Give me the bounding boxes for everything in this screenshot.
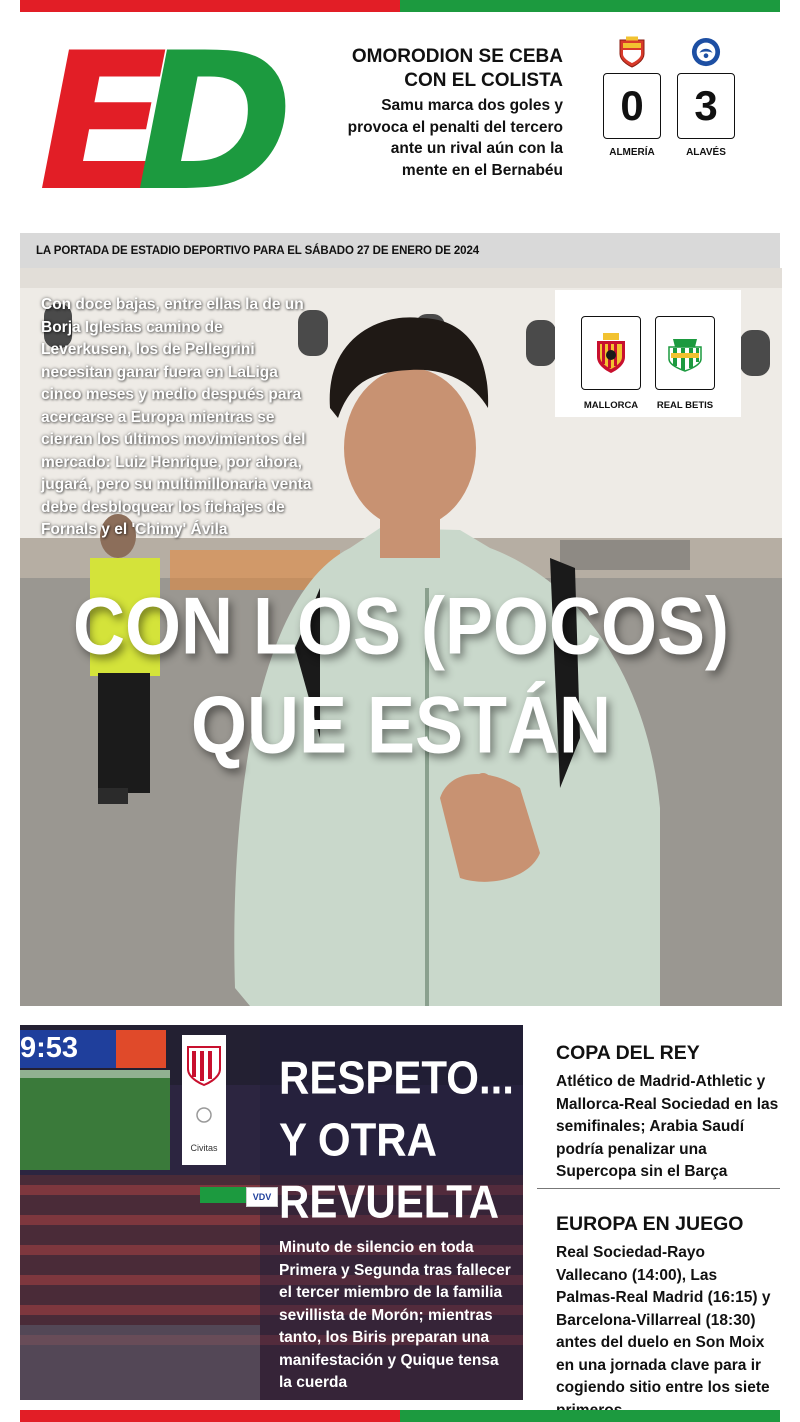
- match-card-away: [655, 316, 715, 411]
- home-score: 0: [603, 73, 661, 139]
- secondary-title-line1: RESPETO...: [279, 1051, 514, 1104]
- stadium-scoreboard-red-panel: [116, 1030, 166, 1068]
- top-bar-red: [20, 0, 400, 12]
- almeria-crest-icon: [617, 35, 647, 69]
- top-story-headline-line1: OMORODION SE CEBA: [351, 46, 563, 67]
- hero-intro-text: Con doce bajas, entre ellas la de un Borja Iglesias camino de Leverkusen, los de Pellegrini necesitan ganar fuera en LaLiga cinco meses y medio después para acercarse a Europa mientras se cierran los últimos movimientos del mercado: Luiz Henrique, por ahora, jugará, pero su multimillonaria venta debe desbloquear los fichajes de Fornals y el 'Chimy' Ávila: [41, 296, 312, 538]
- match-card-home: [581, 316, 641, 411]
- real-betis-crest-icon: [655, 316, 715, 390]
- sidebar-story-copa[interactable]: [556, 1041, 780, 1184]
- date-strip-text: LA PORTADA DE ESTADIO DEPORTIVO PARA EL SÁBADO 27 DE ENERO DE 2024: [36, 245, 480, 257]
- hero-photo[interactable]: [20, 268, 782, 1006]
- secondary-title-line3: REVUELTA: [279, 1175, 500, 1228]
- top-story-headline-line2: CON EL COLISTA: [404, 70, 563, 91]
- civitas-label: Civitas: [190, 1143, 218, 1153]
- match-card-away-name: REAL BETIS: [656, 400, 714, 411]
- top-story[interactable]: [345, 45, 563, 181]
- top-color-bar: [20, 0, 780, 12]
- secondary-text: Minuto de silencio en toda Primera y Segunda tras fallecer el tercer miembro de la familia sevillista de Morón; mientras tanto, los Biris preparan una manifestación y Quique tensa la cuerda: [279, 1239, 511, 1391]
- top-story-subhead: Samu marca dos goles y provoca el penalti del tercero ante un rival aún con la mente en el Bernabéu: [347, 97, 563, 179]
- sidebar-story-title: COPA DEL REY: [556, 1042, 700, 1064]
- scoreboard-away: [676, 35, 736, 158]
- scoreboard-home: [602, 35, 662, 158]
- vdv-banner: VDV: [246, 1187, 278, 1207]
- ed-logo: [38, 12, 284, 233]
- secondary-title-line2: Y OTRA: [279, 1113, 437, 1166]
- logo-letter-d: D: [136, 12, 284, 233]
- bottom-bar-green: [400, 1410, 780, 1422]
- match-card-home-name: MALLORCA: [583, 400, 639, 411]
- sevilla-banner: [182, 1035, 226, 1165]
- alaves-crest-icon: [691, 35, 721, 69]
- sevilla-crest-icon: [182, 1035, 226, 1135]
- away-score: 3: [677, 73, 735, 139]
- date-strip: [20, 233, 780, 268]
- sidebar-story-title: EUROPA EN JUEGO: [556, 1213, 744, 1235]
- away-team-name: ALAVÉS: [686, 147, 726, 158]
- match-card: [555, 290, 741, 417]
- bottom-bar-red: [20, 1410, 400, 1422]
- stadium-clock-text: 9:53: [20, 1032, 79, 1064]
- logo-letter-e: E: [38, 12, 158, 233]
- sidebar-story-text: Real Sociedad-Rayo Vallecano (14:00), Las Palmas-Real Madrid (16:15) y Barcelona-Villarreal (18:30) antes del duelo en Son Moix en una jornada clave para ir cogiendo sitio entre los siete: [556, 1244, 771, 1396]
- stadium-scoreboard-clock: [20, 1030, 166, 1068]
- sidebar-story-text: Atlético de Madrid-Athletic y Mallorca-Real Sociedad en las semifinales; Arabia Saudí podría penalizar una Supercopa sin el Barça: [556, 1073, 779, 1180]
- secondary-story[interactable]: [20, 1025, 523, 1400]
- home-team-name: ALMERÍA: [609, 147, 655, 158]
- bottom-color-bar: [20, 1410, 780, 1422]
- hero-title-line1: CON LOS (POCOS): [72, 581, 729, 672]
- hero-title-line2: QUE ESTÁN: [190, 680, 612, 771]
- sidebar-story-europa[interactable]: [556, 1212, 780, 1422]
- mallorca-crest-icon: [581, 316, 641, 390]
- top-bar-green: [400, 0, 780, 12]
- sidebar-divider: [537, 1188, 780, 1189]
